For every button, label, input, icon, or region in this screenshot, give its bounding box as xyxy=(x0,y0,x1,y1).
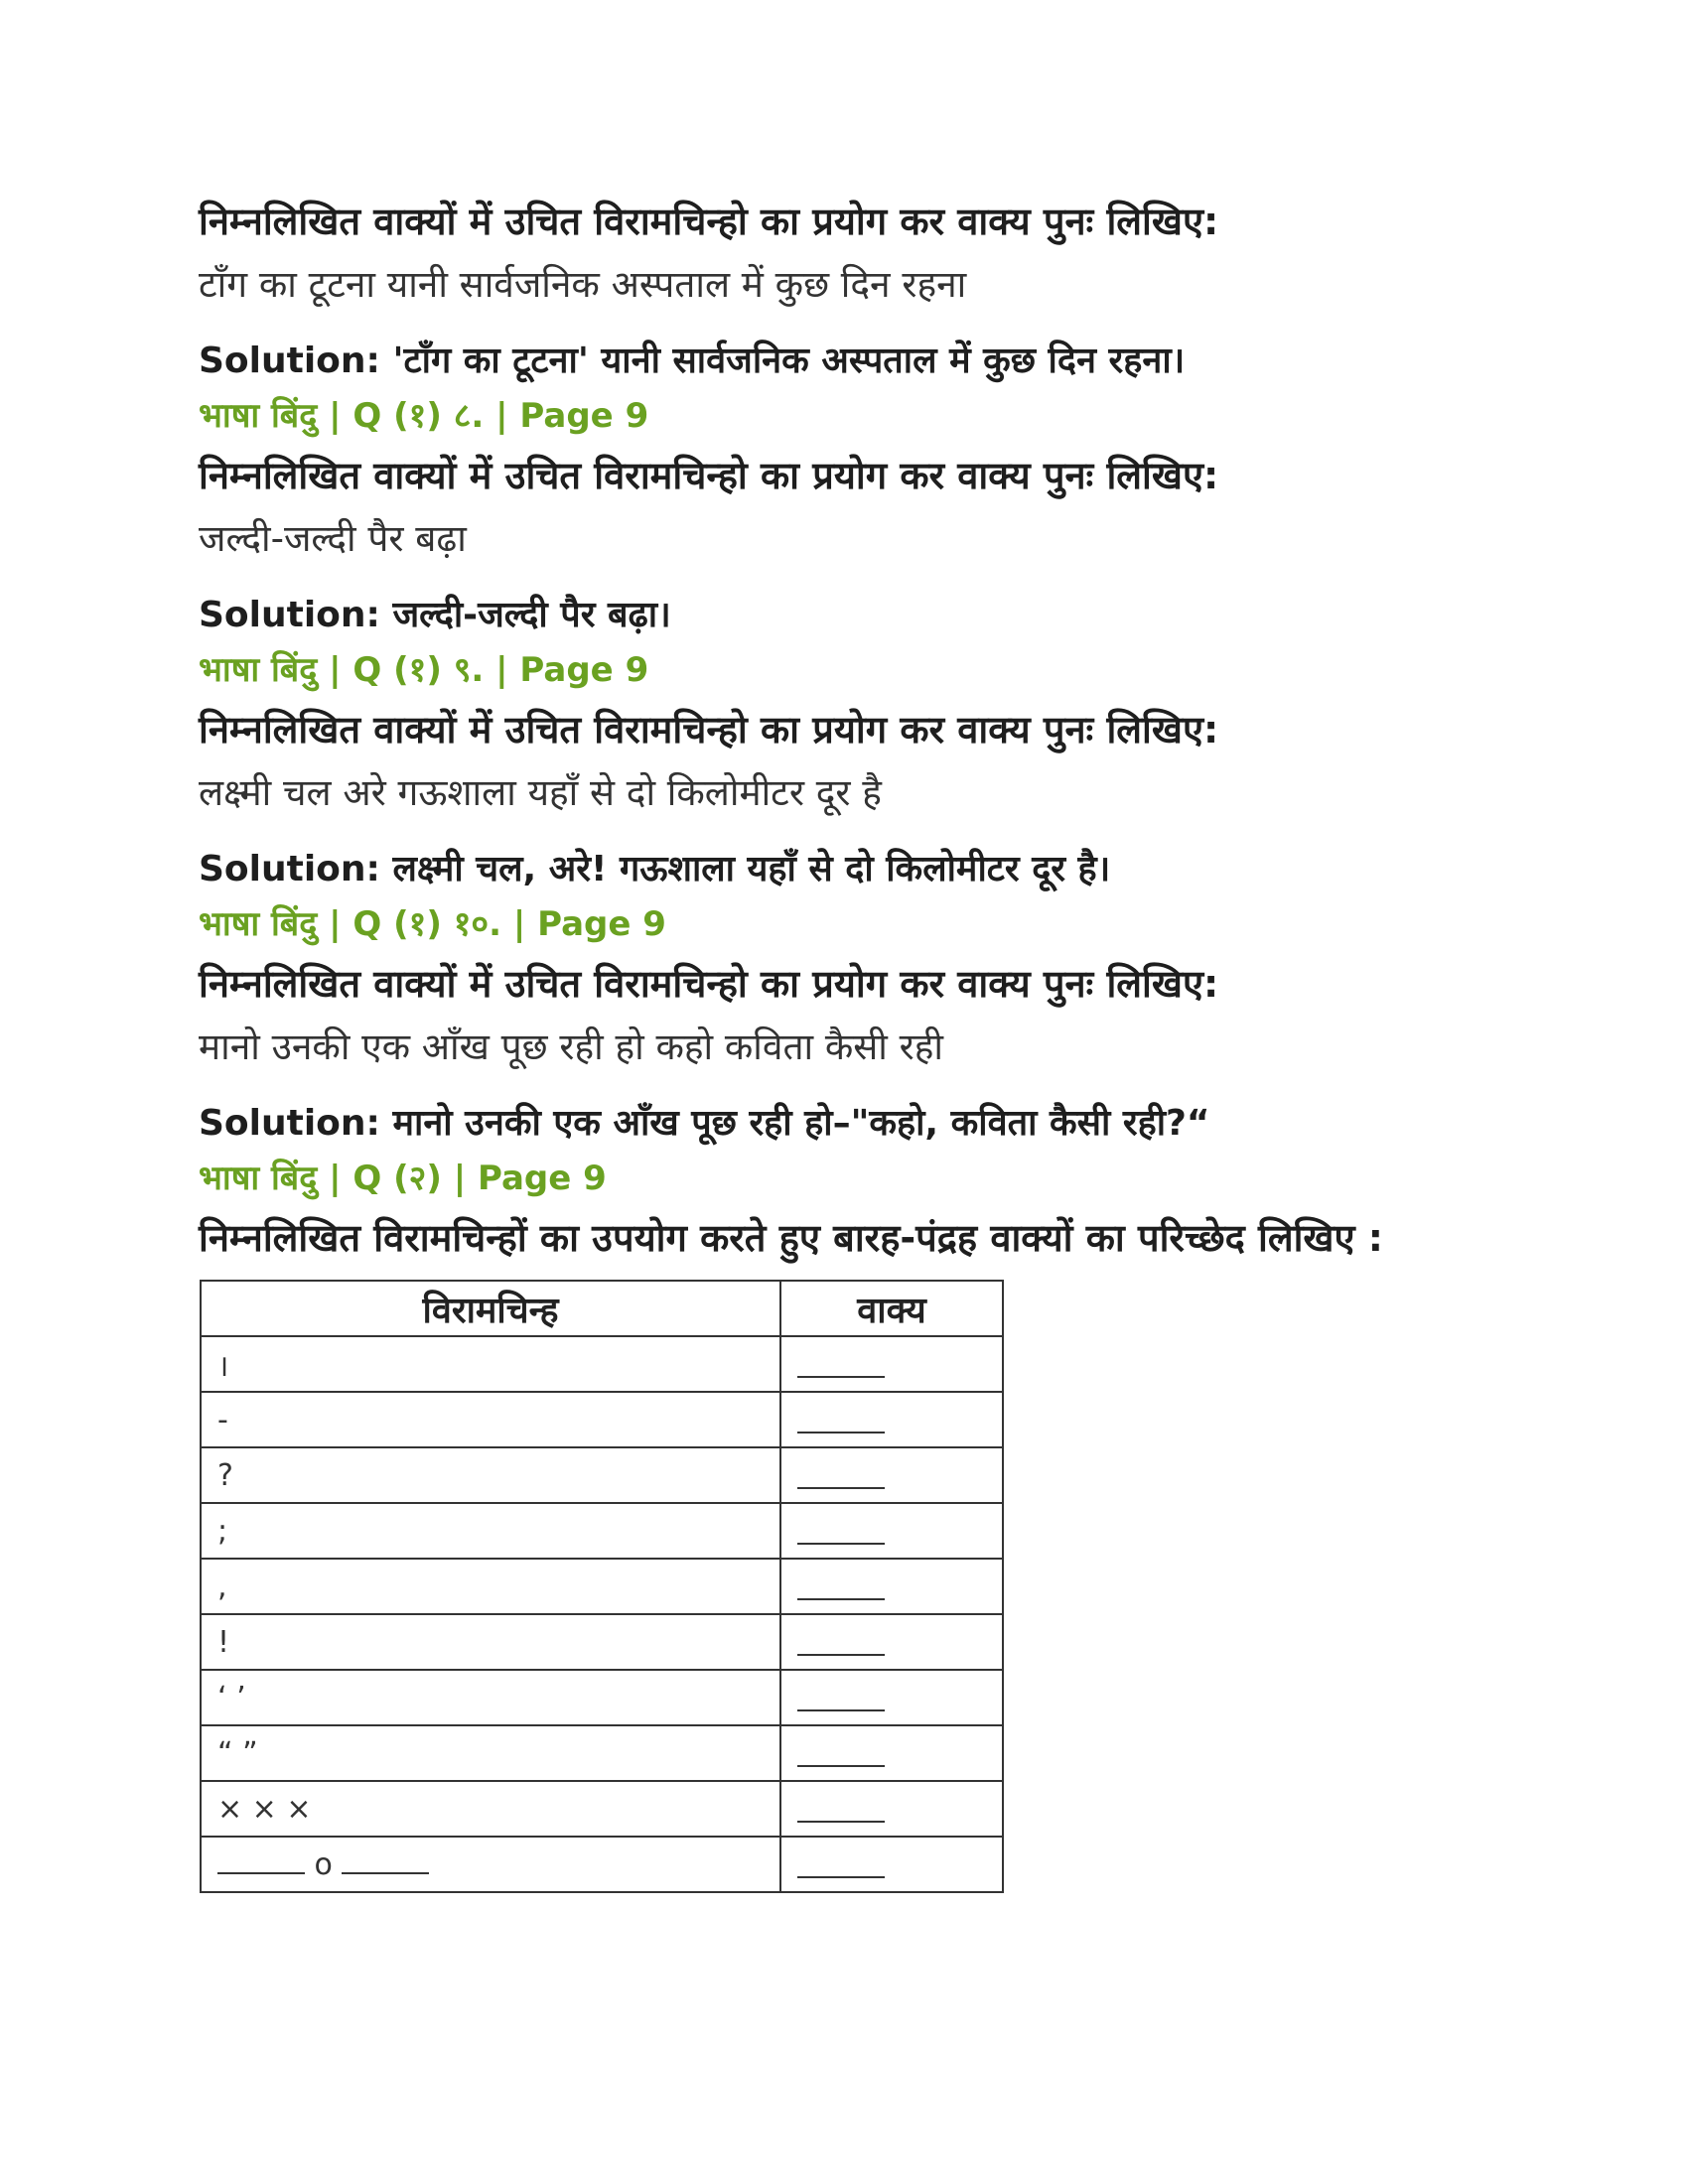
answer-blank-cell xyxy=(780,1336,1003,1392)
question-reference: भाषा बिंदु | Q (२) | Page 9 xyxy=(199,1159,607,1198)
question-instruction: निम्नलिखित वाक्यों में उचित विरामचिन्हो का प्रयोग कर वाक्य पुनः लिखिए: xyxy=(199,200,1219,243)
right-blank xyxy=(342,1850,429,1874)
question-reference: भाषा बिंदु | Q (१) १०. | Page 9 xyxy=(199,904,666,944)
table-row xyxy=(201,1725,1003,1781)
table-row xyxy=(201,1614,1003,1670)
question-2 xyxy=(199,448,1489,698)
table-row xyxy=(201,1670,1003,1725)
table-row xyxy=(201,1336,1003,1392)
solution-text: Solution: लक्ष्मी चल, अरे! गऊशाला यहाँ से दो किलोमीटर दूर है। xyxy=(199,849,1111,889)
answer-blank-cell xyxy=(780,1614,1003,1670)
punctuation-mark: ! xyxy=(201,1614,780,1670)
table-header-row xyxy=(201,1281,1003,1336)
question-sentence: लक्ष्मी चल अरे गऊशाला यहाँ से दो किलोमीटर दूर है xyxy=(199,771,882,814)
punctuation-table xyxy=(200,1280,1004,1893)
punctuation-mark: o xyxy=(314,1846,333,1882)
header-sentence: वाक्य xyxy=(780,1281,1003,1336)
answer-blank[interactable] xyxy=(797,1408,885,1433)
question-4 xyxy=(199,956,1489,1206)
answer-blank-cell xyxy=(780,1725,1003,1781)
punctuation-degree-cell xyxy=(201,1837,780,1892)
table-row xyxy=(201,1392,1003,1447)
question-sentence: जल्दी-जल्दी पैर बढ़ा xyxy=(199,517,467,560)
question-instruction: निम्नलिखित वाक्यों में उचित विरामचिन्हो का प्रयोग कर वाक्य पुनः लिखिए: xyxy=(199,708,1219,751)
answer-blank[interactable] xyxy=(797,1797,885,1823)
question-instruction: निम्नलिखित वाक्यों में उचित विरामचिन्हो का प्रयोग कर वाक्य पुनः लिखिए: xyxy=(199,454,1219,497)
paragraph-instruction: निम्नलिखित विरामचिन्हों का उपयोग करते हुए बारह-पंद्रह वाक्यों का परिच्छेद लिखिए : xyxy=(199,1216,1383,1260)
left-blank xyxy=(217,1850,305,1874)
question-instruction: निम्नलिखित वाक्यों में उचित विरामचिन्हो का प्रयोग कर वाक्य पुनः लिखिए: xyxy=(199,962,1219,1006)
punctuation-mark: ‘ ’ xyxy=(201,1670,780,1725)
punctuation-mark: “ ” xyxy=(201,1725,780,1781)
table-row xyxy=(201,1837,1003,1892)
answer-blank[interactable] xyxy=(797,1574,885,1600)
answer-blank-cell xyxy=(780,1503,1003,1559)
question-3 xyxy=(199,702,1489,952)
punctuation-mark: - xyxy=(201,1392,780,1447)
table-row xyxy=(201,1781,1003,1837)
question-reference: भाषा बिंदु | Q (१) ९. | Page 9 xyxy=(199,650,649,690)
answer-blank-cell xyxy=(780,1559,1003,1614)
question-1 xyxy=(199,194,1489,444)
punctuation-mark: । xyxy=(201,1336,780,1392)
worksheet-page xyxy=(199,194,1489,1893)
answer-blank-cell xyxy=(780,1447,1003,1503)
punctuation-mark: ? xyxy=(201,1447,780,1503)
question-sentence: मानो उनकी एक आँख पूछ रही हो कहो कविता कैसी रही xyxy=(199,1025,944,1068)
answer-blank-cell xyxy=(780,1781,1003,1837)
table-row xyxy=(201,1559,1003,1614)
question-reference: भाषा बिंदु | Q (१) ८. | Page 9 xyxy=(199,396,649,436)
solution-text: Solution: जल्दी-जल्दी पैर बढ़ा। xyxy=(199,595,671,635)
answer-blank[interactable] xyxy=(797,1519,885,1545)
answer-blank-cell xyxy=(780,1392,1003,1447)
solution-text: Solution: मानो उनकी एक आँख पूछ रही हो–"कहो, कविता कैसी रही?“ xyxy=(199,1103,1210,1144)
punctuation-mark: ; xyxy=(201,1503,780,1559)
punctuation-mark: × × × xyxy=(201,1781,780,1837)
answer-blank[interactable] xyxy=(797,1630,885,1656)
header-punctuation: विरामचिन्ह xyxy=(201,1281,780,1336)
answer-blank-cell xyxy=(780,1837,1003,1892)
answer-blank[interactable] xyxy=(797,1352,885,1378)
answer-blank[interactable] xyxy=(797,1741,885,1767)
punctuation-mark: , xyxy=(201,1559,780,1614)
answer-blank[interactable] xyxy=(797,1852,885,1878)
answer-blank[interactable] xyxy=(797,1463,885,1489)
table-row xyxy=(201,1503,1003,1559)
table-row xyxy=(201,1447,1003,1503)
answer-blank[interactable] xyxy=(797,1686,885,1711)
answer-blank-cell xyxy=(780,1670,1003,1725)
question-sentence: टाँग का टूटना यानी सार्वजनिक अस्पताल में कुछ दिन रहना xyxy=(199,263,967,306)
solution-text: Solution: 'टाँग का टूटना' यानी सार्वजनिक अस्पताल में कुछ दिन रहना। xyxy=(199,341,1186,381)
